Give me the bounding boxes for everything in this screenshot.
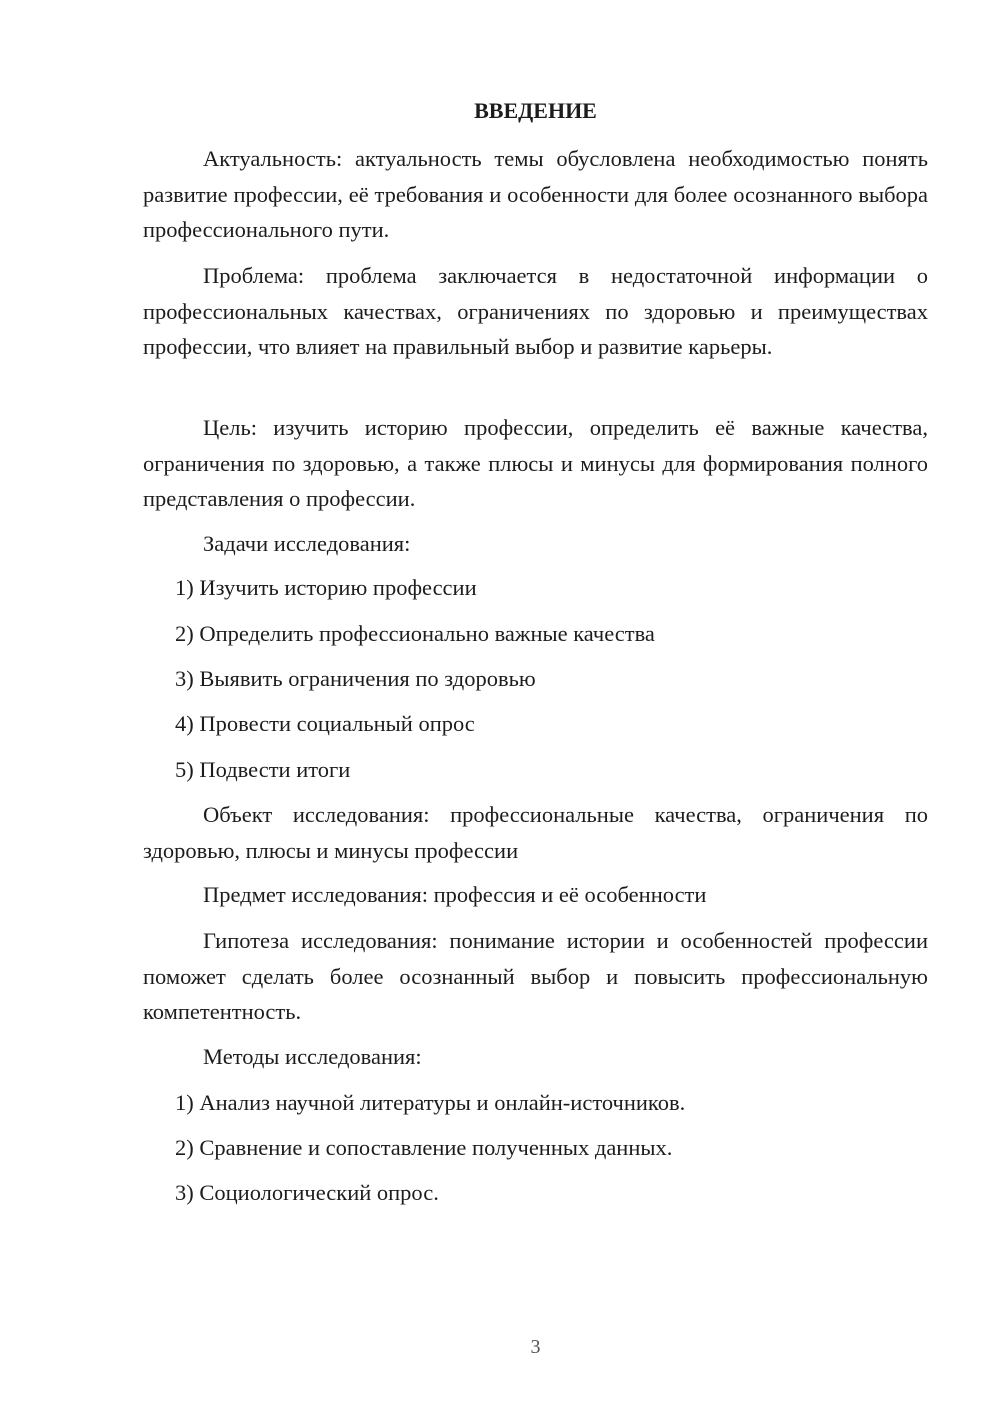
page-number: 3 [530,1336,541,1358]
tasks-heading: Задачи исследования: [203,531,411,556]
paragraph-object: Объект исследования: профессиональные качества, ограничения по здоровью, плюсы и минусы профессии [143,802,928,863]
document-page [143,0,928,1414]
method-item-2: 2) Сравнение и сопоставление полученных данных. [175,1135,673,1160]
task-item-3: 3) Выявить ограничения по здоровью [175,666,536,691]
paragraph-relevance: Актуальность: актуальность темы обусловлена необходимостью понять развитие профессии, её требования и особенности для более осознанного выбора профессионального пути. [143,146,928,242]
page-title: ВВЕДЕНИЕ [474,98,597,123]
method-item-3: 3) Социологический опрос. [175,1180,439,1205]
task-item-4: 4) Провести социальный опрос [175,711,475,736]
methods-heading: Методы исследования: [203,1044,422,1069]
task-item-5: 5) Подвести итоги [175,757,351,782]
task-item-2: 2) Определить профессионально важные качества [175,621,655,646]
paragraph-subject: Предмет исследования: профессия и её особенности [203,882,707,907]
method-item-1: 1) Анализ научной литературы и онлайн-источников. [175,1090,686,1115]
paragraph-goal: Цель: изучить историю профессии, определить её важные качества, ограничения по здоровью, а также плюсы и минусы для формирования полного представления о профессии. [143,415,928,511]
paragraph-hypothesis: Гипотеза исследования: понимание истории и особенностей профессии поможет сделать более осознанный выбор и повысить профессиональную компетентность. [143,928,928,1024]
task-item-1: 1) Изучить историю профессии [175,575,477,600]
paragraph-problem: Проблема: проблема заключается в недостаточной информации о профессиональных качествах, ограничениях по здоровью и преимуществах профессии, что влияет на правильный выбор и развитие карьеры. [143,263,928,359]
